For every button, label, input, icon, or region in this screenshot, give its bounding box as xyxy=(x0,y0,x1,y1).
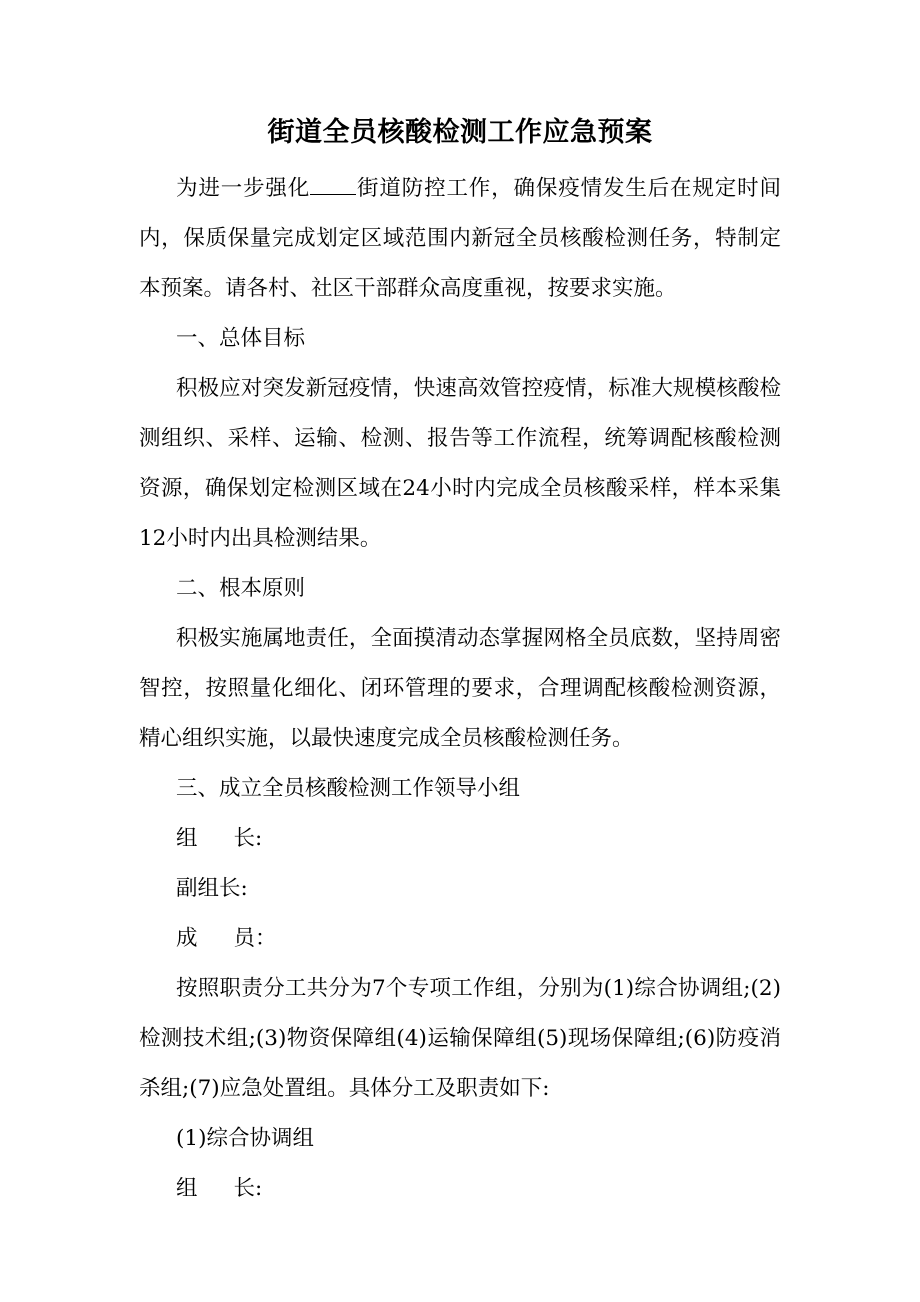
section1-body: 积极应对突发新冠疫情，快速高效管控疫情，标准大规模核酸检测组织、采样、运输、检测、报告等工作流程，统筹调配核酸检测资源，确保划定检测区域在24小时内完成全员核酸采样，样本采集12小时内出具检测结果。 xyxy=(139,376,781,551)
group1-leader-label-first: 组 xyxy=(176,1176,198,1201)
document-body xyxy=(139,164,781,1214)
section1-heading: 一、总体目标 xyxy=(176,326,306,351)
intro-paragraph xyxy=(139,164,781,314)
group1-leader-line xyxy=(139,1164,781,1214)
members-label-first: 成 xyxy=(176,926,198,951)
group1-heading: (1)综合协调组 xyxy=(176,1126,314,1151)
fill-in-blank xyxy=(310,176,356,195)
intro-text-after-blank: 街道防控工作，确保疫情发生后在规定时间内，保质保量完成划定区域范围内新冠全员核酸检测任务，特制定本预案。请各村、社区干部群众高度重视，按要求实施。 xyxy=(139,176,781,301)
members-line xyxy=(139,914,781,964)
members-label-second: 员： xyxy=(233,926,277,951)
deputy-leader-line: 副组长: xyxy=(176,876,248,901)
section2-heading: 二、根本原则 xyxy=(176,576,306,601)
leader-label-first: 组 xyxy=(176,826,198,851)
leader-label-second: 长: xyxy=(233,826,263,851)
groups-paragraph: 按照职责分工共分为7个专项工作组，分别为(1)综合协调组;(2)检测技术组;(3)物资保障组(4)运输保障组(5)现场保障组;(6)防疫消杀组;(7)应急处置组。具体分工及职责如下: xyxy=(139,976,781,1101)
leader-line xyxy=(139,814,781,864)
group1-leader-label-second: 长: xyxy=(233,1176,263,1201)
section2-body: 积极实施属地责任，全面摸清动态掌握网格全员底数，坚持周密智控，按照量化细化、闭环管理的要求，合理调配核酸检测资源，精心组织实施，以最快速度完成全员核酸检测任务。 xyxy=(139,626,781,751)
intro-text-before-blank: 为进一步强化 xyxy=(176,176,311,201)
document-title: 街道全员核酸检测工作应急预案 xyxy=(267,117,653,148)
section3-heading: 三、成立全员核酸检测工作领导小组 xyxy=(176,776,521,801)
